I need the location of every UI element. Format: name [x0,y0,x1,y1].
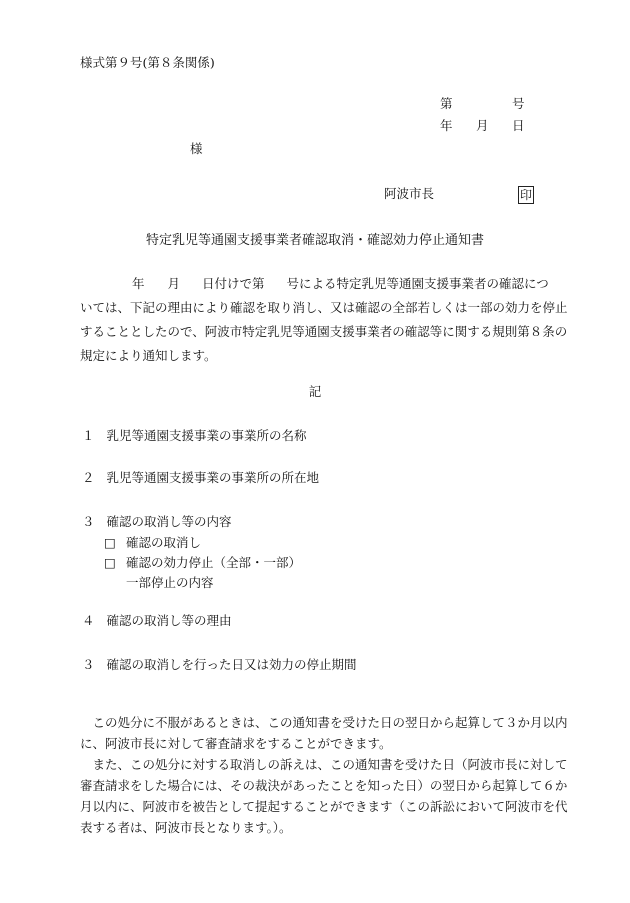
ki-heading: 記 [308,384,322,399]
notice-line: また、この処分に対する取消しの訴えは、この通知書を受けた日（阿波市長に対して [92,757,568,772]
item-text: 確認の取消しを行った日又は効力の停止期間 [106,657,357,672]
item-text: 乳児等通園支援事業の事業所の名称 [106,428,307,443]
item-number: ４ [82,613,95,628]
number-label-go: 号 [512,96,525,111]
checkbox-icon: □ [104,555,116,570]
item-text: 確認の取消し等の内容 [106,514,232,529]
seal-mark [518,186,534,204]
recipient-suffix: 様 [190,141,203,156]
issuer-title: 阿波市長 [384,186,435,201]
seal-text: 印 [520,188,533,202]
notice-section [80,712,568,838]
item-3 [82,516,231,529]
option-suspend [104,557,301,570]
document-title: 特定乳児等通園支援事業者確認取消・確認効力停止通知書 [145,233,484,248]
option-suspend-label: 確認の効力停止（全部・一部） [126,555,302,570]
intro-line: いては、下記の理由により確認を取り消し、又は確認の全部若しくは一部の効力を停止 [80,300,568,315]
intro-paragraph [80,272,568,368]
notice-line: 表する者は、阿波市長となります。）。 [80,820,292,835]
item-text: 確認の取消し等の理由 [106,613,232,628]
intro-month: 月 [167,276,181,291]
item-number: ３ [82,657,95,672]
item-4 [82,615,231,628]
number-label-first: 第 [440,96,453,111]
item-5 [82,659,356,672]
intro-dated: 日付けで第 [202,276,265,291]
item-number: ３ [82,514,95,529]
date-year: 年 [440,118,453,133]
form-id: 様式第９号(第８条関係) [80,55,215,70]
item-number: ２ [82,470,95,485]
intro-line: 規定により通知します。 [80,348,217,363]
option-revoke [104,537,201,550]
checkbox-icon: □ [104,535,116,550]
intro-rest: 号による特定乳児等通園支援事業者の確認につ [286,276,549,291]
partial-suspension-label: 一部停止の内容 [126,575,214,590]
date-day: 日 [512,118,525,133]
item-2 [82,472,319,485]
notice-line: 審査請求をした場合には、その裁決があったことを知った日）の翌日から起算して６か [80,778,568,793]
item-number: １ [82,428,95,443]
notice-line: 月以内に、阿波市を被告として提起することができます（この訴訟において阿波市を代 [80,799,568,814]
intro-year: 年 [132,276,145,291]
item-text: 乳児等通園支援事業の事業所の所在地 [106,470,319,485]
item-1 [82,430,306,443]
date-month: 月 [476,118,489,133]
notice-line: に、阿波市長に対して審査請求をすることができます。 [80,736,392,751]
option-revoke-label: 確認の取消し [126,535,202,550]
intro-line: することとしたので、阿波市特定乳児等通園支援事業者の確認等に関する規則第８条の [80,324,568,339]
notice-line: この処分に不服があるときは、この通知書を受けた日の翌日から起算して３か月以内 [92,715,568,730]
